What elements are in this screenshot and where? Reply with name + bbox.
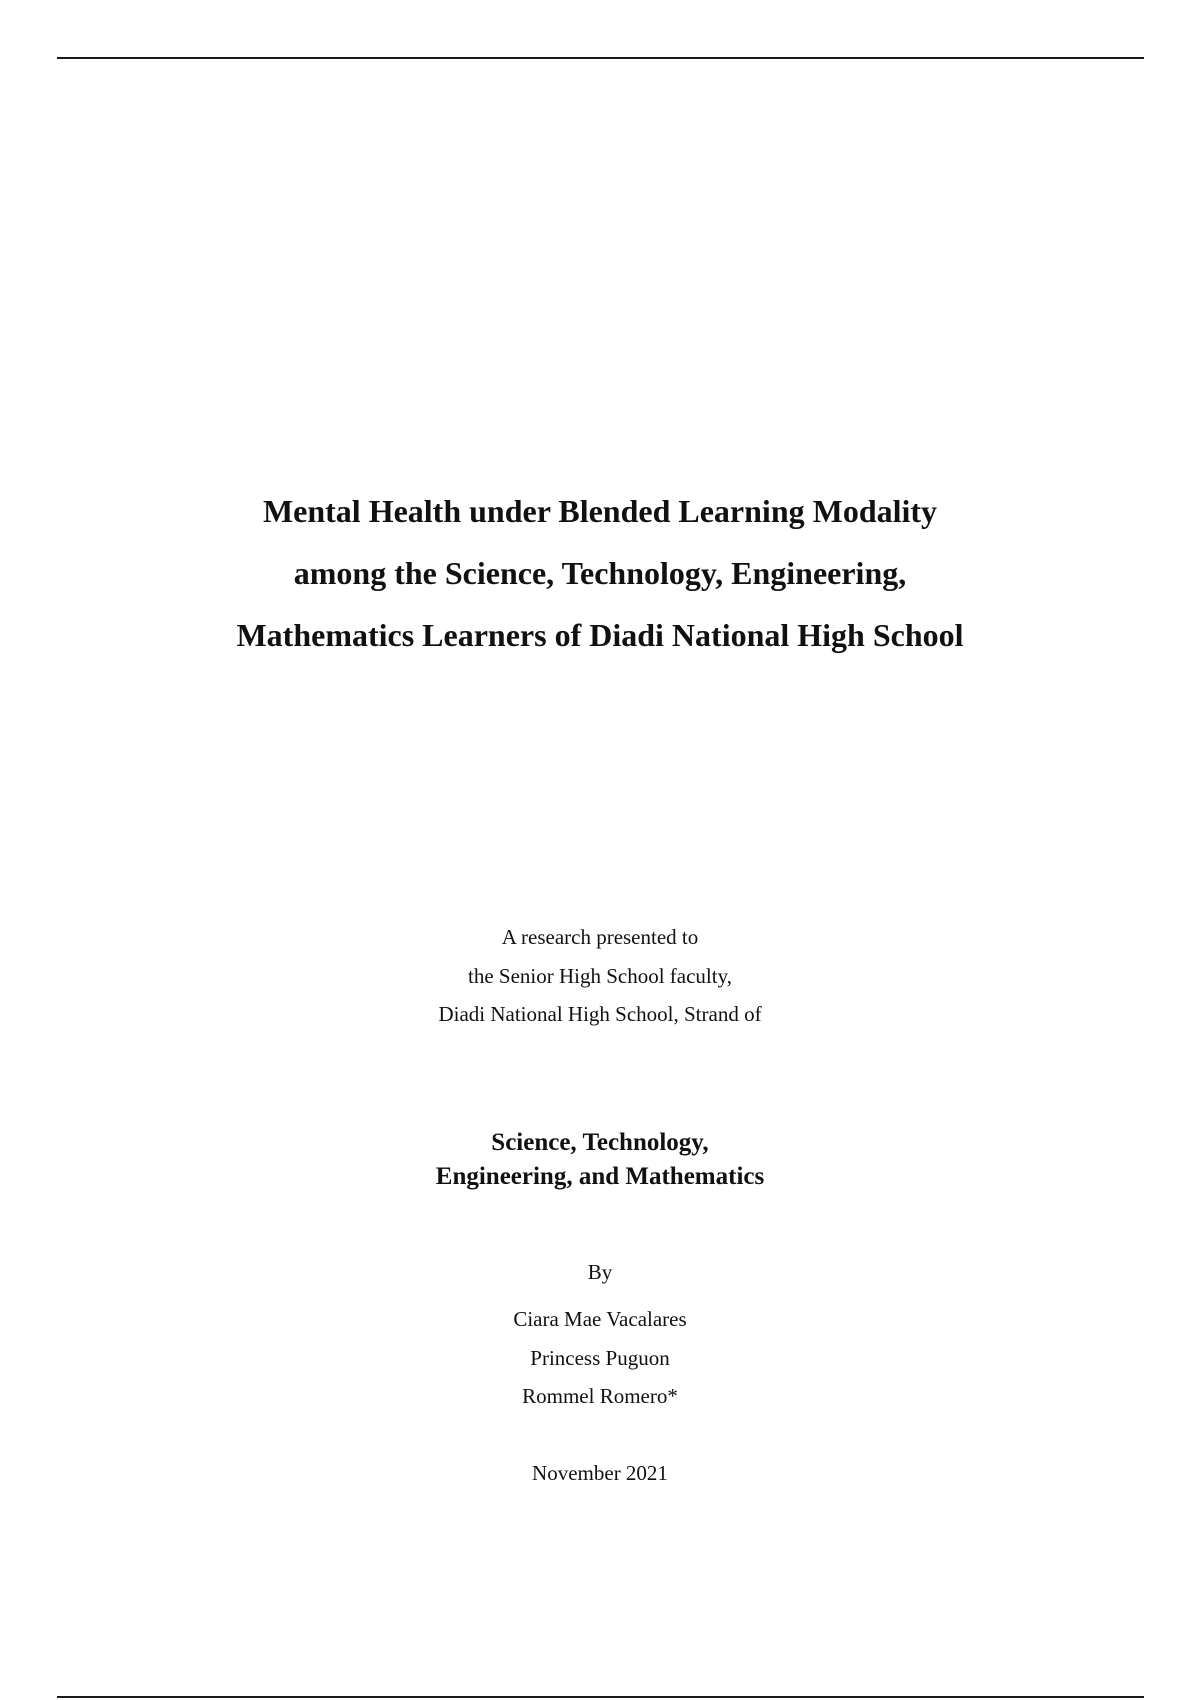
top-rule (57, 57, 1144, 59)
title-line-1: Mental Health under Blended Learning Modality (262, 493, 938, 529)
presented-line-2: the Senior High School faculty, (467, 963, 732, 988)
date-block (0, 1454, 1200, 1493)
publication-date: November 2021 (532, 1461, 668, 1485)
author-name: Ciara Mae Vacalares (513, 1307, 687, 1331)
by-label: By (587, 1260, 613, 1284)
authors-list (0, 1300, 1200, 1416)
document-title (0, 480, 1200, 666)
title-line-2: among the Science, Technology, Engineering, (293, 555, 907, 591)
by-label-block (0, 1253, 1200, 1292)
strand-line-1: Science, Technology, (491, 1129, 709, 1156)
strand-line-2: Engineering, and Mathematics (435, 1163, 765, 1190)
author-name: Rommel Romero* (522, 1384, 678, 1408)
bottom-rule (57, 1696, 1144, 1698)
title-line-3: Mathematics Learners of Diadi National High School (236, 617, 964, 653)
presented-line-1: A research presented to (501, 925, 699, 949)
presentation-statement (0, 918, 1200, 1034)
author-name: Princess Puguon (530, 1345, 670, 1370)
strand-name (0, 1126, 1200, 1194)
presented-line-3: Diadi National High School, Strand of (438, 1002, 762, 1026)
